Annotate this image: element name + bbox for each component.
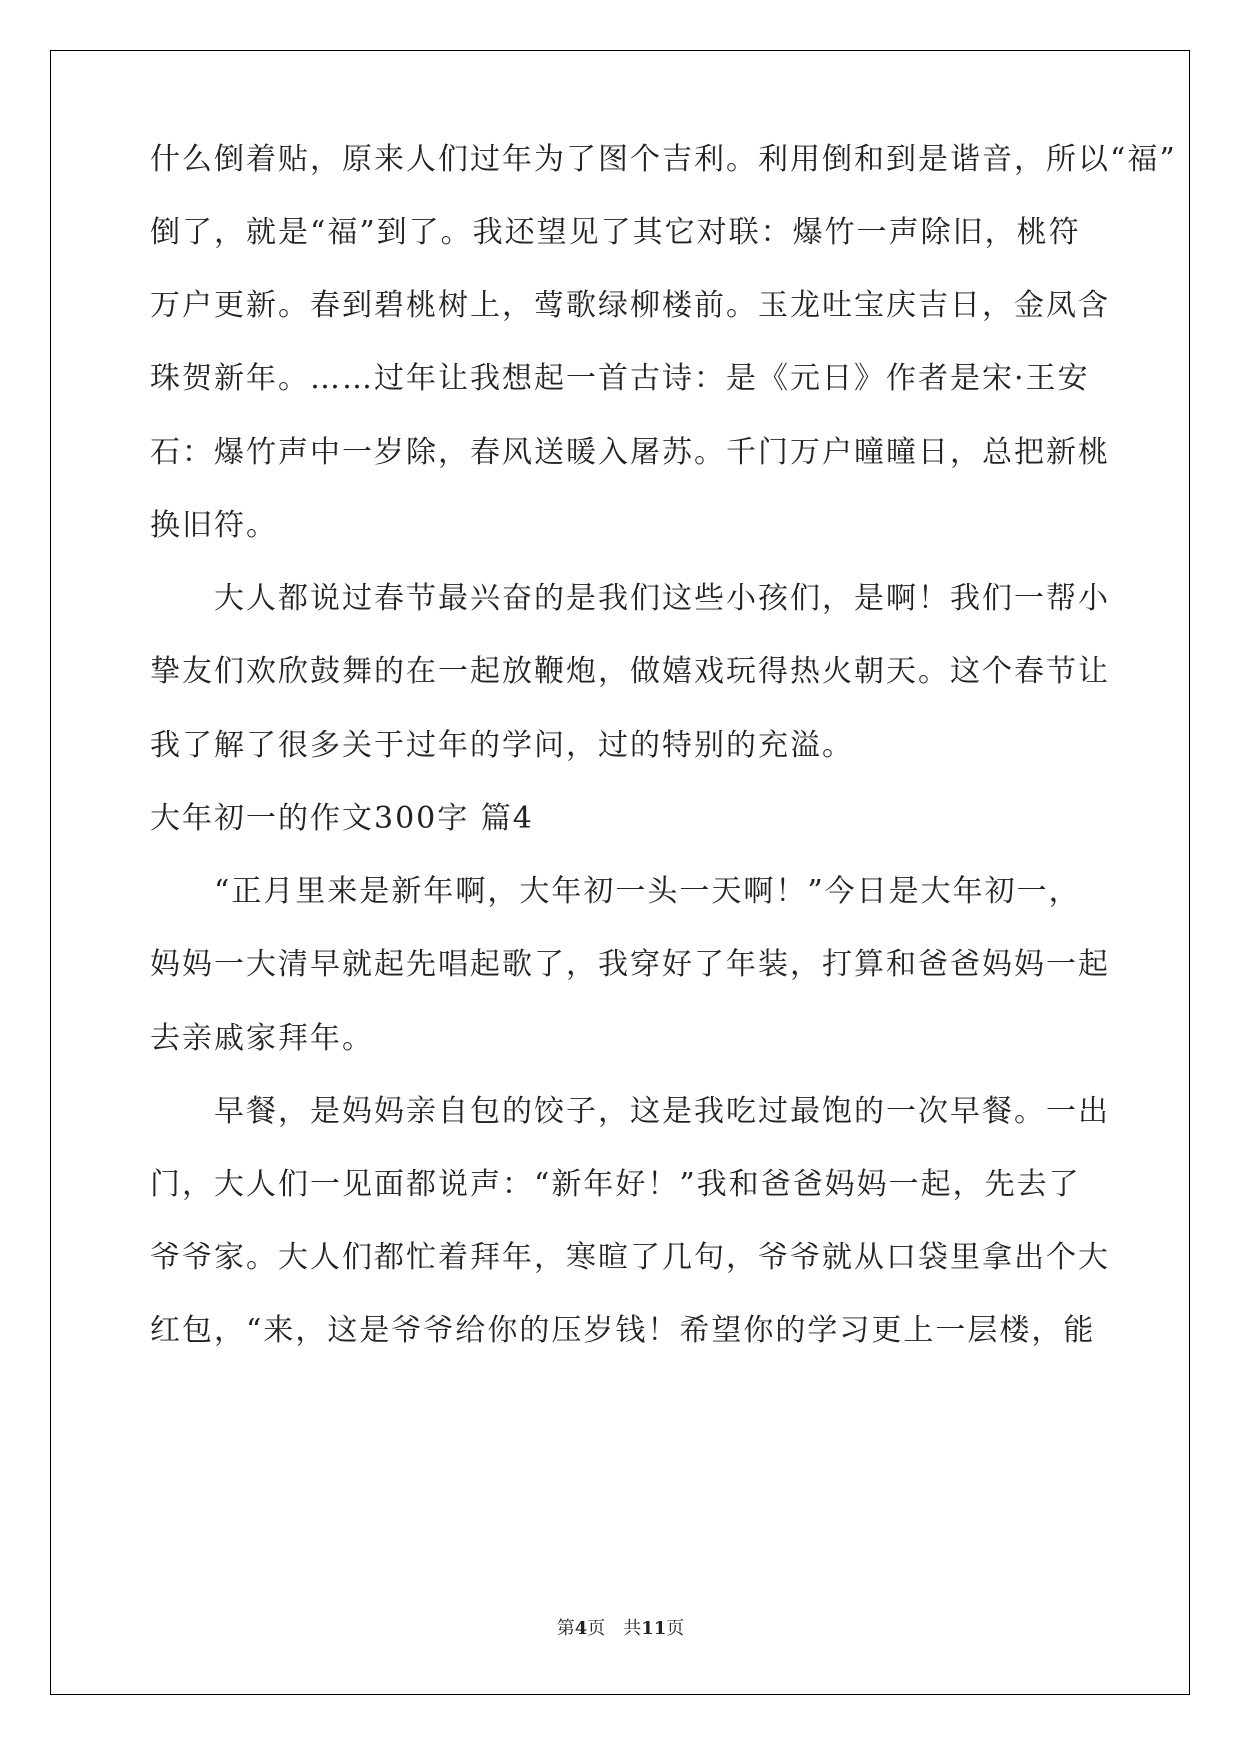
footer-mid: 页 共 xyxy=(587,1618,642,1639)
text-line: 爷爷家。大人们都忙着拜年，寒暄了几句，爷爷就从口袋里拿出个大 xyxy=(150,1240,1110,1275)
text-line: 去亲戚家拜年。 xyxy=(150,1021,374,1056)
text-line: 石：爆竹声中一岁除，春风送暖入屠苏。千门万户曈曈日，总把新桃 xyxy=(150,435,1110,470)
text-line: 万户更新。春到碧桃树上，莺歌绿柳楼前。玉龙吐宝庆吉日，金凤含 xyxy=(150,288,1110,323)
footer-total-pages: 11 xyxy=(641,1618,667,1639)
section-heading: 大年初一的作文300字 篇4 xyxy=(150,801,534,836)
text-line: 什么倒着贴，原来人们过年为了图个吉利。利用倒和到是谐音，所以“福” xyxy=(150,142,1177,177)
page-footer xyxy=(0,1617,1241,1641)
text-line: 倒了，就是“福”到了。我还望见了其它对联：爆竹一声除旧，桃符 xyxy=(150,215,1081,250)
footer-page-number: 4 xyxy=(574,1618,588,1639)
text-line: 大人都说过春节最兴奋的是我们这些小孩们，是啊！我们一帮小 xyxy=(150,581,1110,616)
footer-suffix: 页 xyxy=(666,1618,685,1639)
text-line: 我了解了很多关于过年的学问，过的特别的充溢。 xyxy=(150,728,854,763)
text-line: 门，大人们一见面都说声：“新年好！”我和爸爸妈妈一起，先去了 xyxy=(150,1167,1081,1202)
text-line: 挚友们欢欣鼓舞的在一起放鞭炮，做嬉戏玩得热火朝天。这个春节让 xyxy=(150,654,1110,689)
footer-prefix: 第 xyxy=(556,1618,575,1639)
text-line: 妈妈一大清早就起先唱起歌了，我穿好了年装，打算和爸爸妈妈一起 xyxy=(150,947,1110,982)
text-line: 换旧符。 xyxy=(150,508,278,543)
text-line: 早餐，是妈妈亲自包的饺子，这是我吃过最饱的一次早餐。一出 xyxy=(150,1094,1110,1129)
text-line: “正月里来是新年啊，大年初一头一天啊！”今日是大年初一， xyxy=(150,874,1081,909)
text-line: 珠贺新年。……过年让我想起一首古诗：是《元日》作者是宋·王安 xyxy=(150,361,1090,396)
text-line: 红包，“来，这是爷爷给你的压岁钱！希望你的学习更上一层楼，能 xyxy=(150,1313,1096,1348)
